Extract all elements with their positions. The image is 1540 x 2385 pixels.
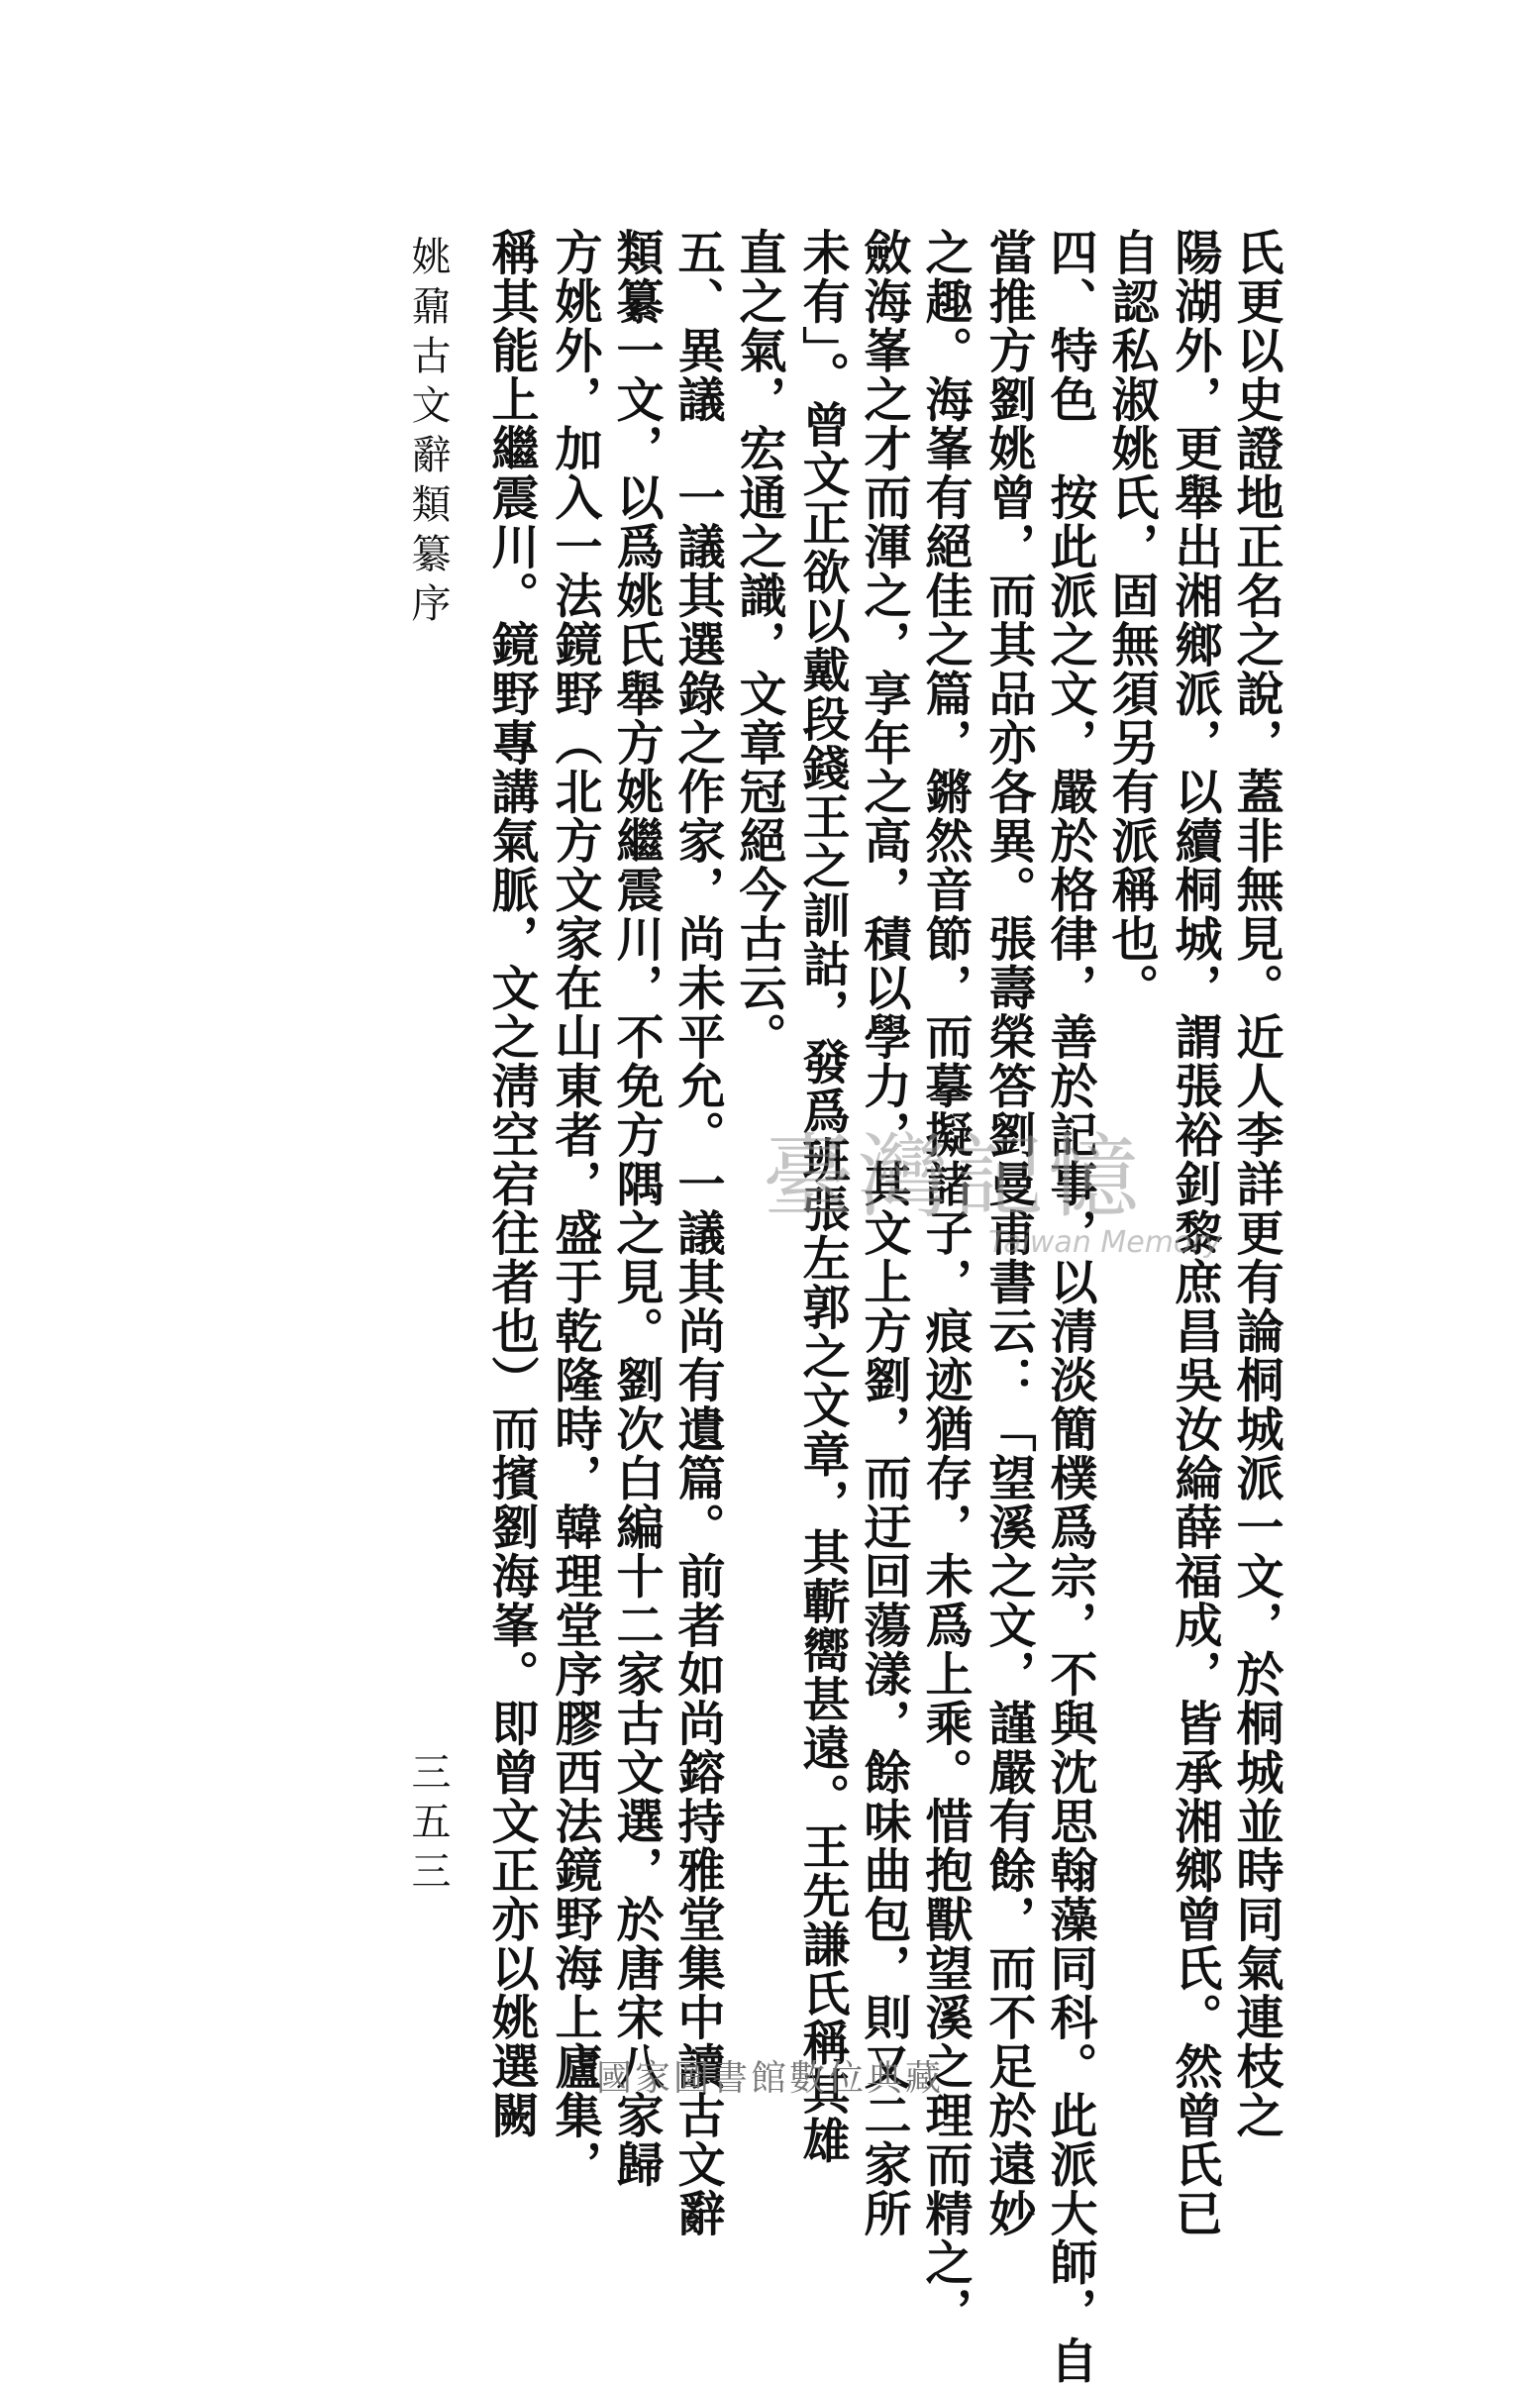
text-column-10: 五、異議 一議其選錄之作家，尚未平允。一議其尚有遺篇。前者如尚鎔持雅堂集中讀古文辭 bbox=[669, 228, 725, 2238]
text-column-13: 稱其能上繼震川。鏡野專講氣脈，文之淸空宕往者也）而擯劉海峯。即曾文正亦以姚選闕 bbox=[483, 228, 539, 2140]
running-head: 姚鼐古文辭類纂序 bbox=[405, 236, 451, 632]
text-column-5: 當推方劉姚曾，而其品亦各異。張壽榮答劉曼甫書云：「望溪之文，謹嚴有餘，而不足於遠妙 bbox=[980, 228, 1036, 2238]
text-column-2: 陽湖外，更舉出湘鄉派，以續桐城，謂張裕釗黎庶昌吳汝綸薛福成，皆承湘鄉曾氏。然曾氏已 bbox=[1167, 228, 1222, 2238]
text-column-12: 方姚外，加入一法鏡野（北方文家在山東者，盛于乾隆時，韓理堂序膠西法鏡野海上廬集， bbox=[547, 228, 602, 2189]
watermark-subtext: Taiwan Memory bbox=[988, 1225, 1222, 1260]
text-column-9: 直之氣，宏通之識，文章冠絕今古云。 bbox=[731, 228, 786, 1062]
text-column-7: 斂海峯之才而渾之，享年之高，積以學力，其文上方劉，而迂回蕩漾，餘味曲包，則又二家所 bbox=[856, 228, 911, 2238]
watermark bbox=[763, 1104, 1221, 1260]
text-column-3: 自認私淑姚氏，固無須另有派稱也。 bbox=[1103, 228, 1159, 1012]
text-column-1: 氏更以史證地正名之說，蓋非無見。近人李詳更有論桐城派一文，於桐城並時同氣連枝之 bbox=[1228, 228, 1283, 2140]
text-column-4: 四、特色 按此派之文，嚴於格律，善於記事，以清淡簡樸爲宗，不與沈思翰藻同科。此派大師，自 bbox=[1042, 228, 1097, 2385]
text-column-6: 之趣。海峯有絕佳之篇，鏘然音節，而摹擬諸子，痕迹猶存，未爲上乘。惜抱獸望溪之理而精之， bbox=[917, 228, 973, 2336]
text-column-8: 未有」。曾文正欲以戴段錢王之訓詁，發爲班張左郭之文章，其蘄嚮甚遠。王先謙氏稱其雄 bbox=[794, 228, 850, 2165]
text-column-11: 類纂一文，以爲姚氏舉方姚繼震川，不免方隅之見。劉次白編十二家古文選，於唐宋八家歸 bbox=[608, 228, 664, 2189]
page-number: 三五三 bbox=[405, 1751, 451, 1900]
watermark-text: 臺灣記憶 bbox=[763, 1124, 1144, 1230]
footer-label: 國家圖書館數位典藏 bbox=[595, 2058, 944, 2099]
